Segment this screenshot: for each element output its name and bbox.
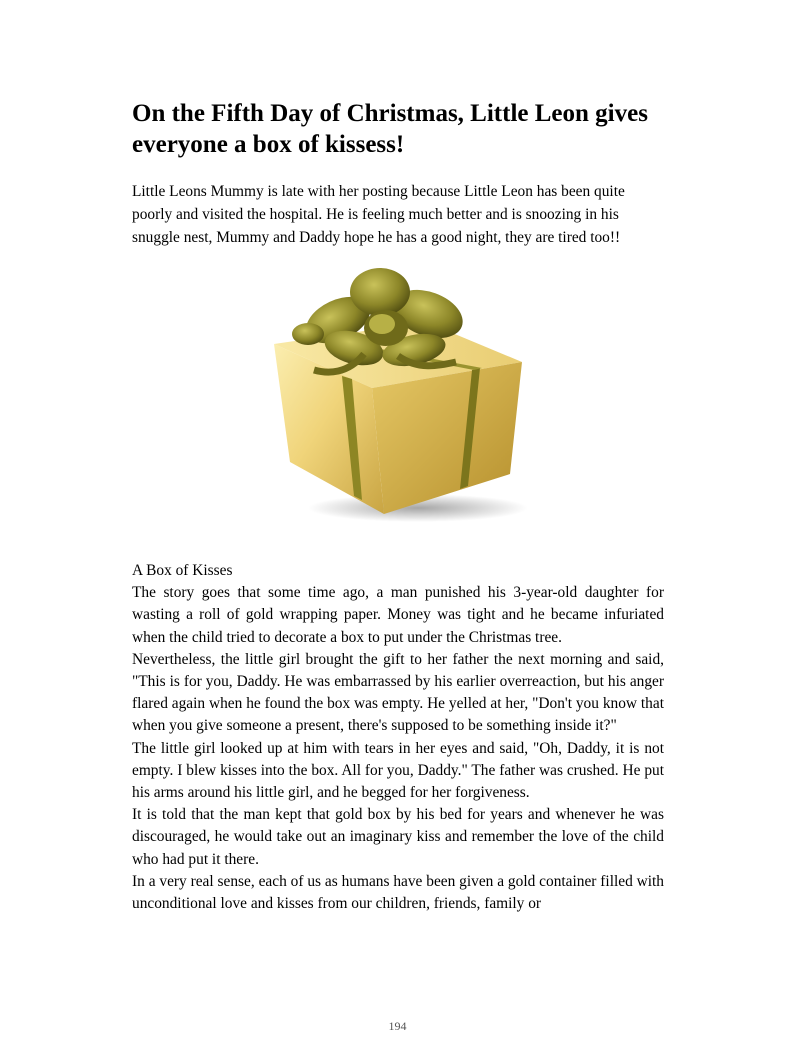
story-paragraph: It is told that the man kept that gold box by his bed for years and whenever he was discouraged, he would take out an imaginary kiss and remember the love of the child who had put it there. (132, 806, 664, 868)
story-paragraph: The story goes that some time ago, a man punished his 3-year-old daughter for wasting a roll of gold wrapping paper. Money was tight and he became infuriated when the child tried to decorate a box to put under the Christmas tree. (132, 584, 664, 646)
gold-gift-box-image (268, 262, 528, 526)
story-heading: A Box of Kisses (132, 562, 233, 579)
page-number: 194 (388, 1019, 407, 1033)
story-paragraph: The little girl looked up at him with tears in her eyes and said, "Oh, Daddy, it is not empty. I blew kisses into the box. All for you, Daddy." The father was crushed. He put his arms around his little girl, and he begged for her forgiveness. (132, 739, 664, 802)
story-paragraph: In a very real sense, each of us as humans have been given a gold container filled with unconditional love and kisses from our children, friends, family or (132, 872, 664, 913)
page-title: On the Fifth Day of Christmas, Little Leon gives everyone a box of kissess! (132, 100, 648, 158)
intro-paragraph: Little Leons Mummy is late with her posting because Little Leon has been quite poorly and visited the hospital. He is feeling much better and is snoozing in his snuggle nest, Mummy and Daddy hope he has a good night, they are tired too!! (132, 183, 625, 246)
story-section (132, 560, 664, 915)
story-paragraph: Nevertheless, the little girl brought the gift to her father the next morning and said, "This is for you, Daddy. He was embarrassed by his earlier overreaction, but his anger flared again when he found the box was empty. He yelled at her, "Don't you know that when you give someone a present, there's supposed to be something inside it?" (132, 650, 664, 735)
